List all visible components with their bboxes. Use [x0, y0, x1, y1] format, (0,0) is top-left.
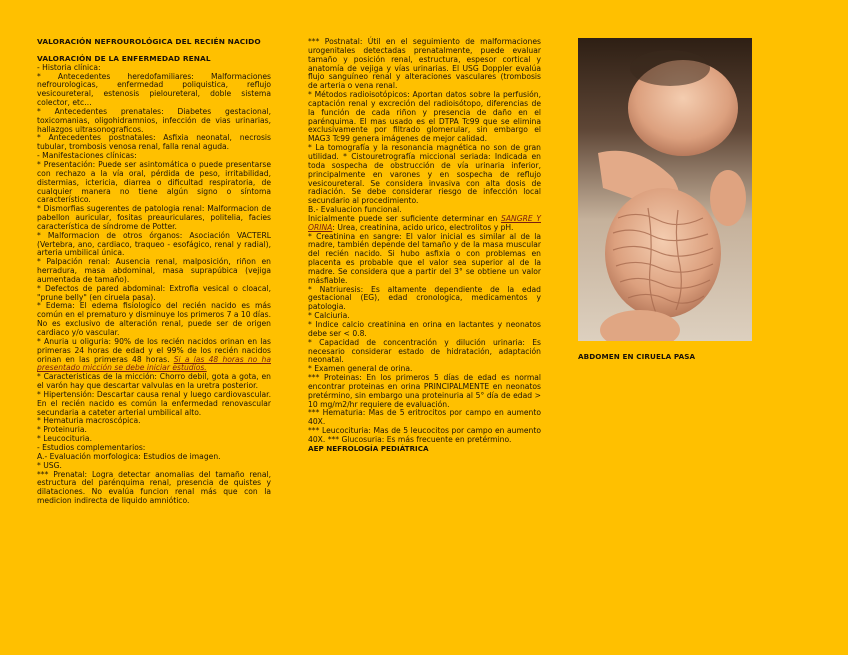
left-paragraph: * Caracteristicas de la micción: Chorro debil, gota a gota, en el varón hay que descartar valvulas en la uretra posterior. — [37, 372, 271, 391]
left-paragraph: A.- Evaluación morfologica: Estudios de imagen. — [37, 451, 221, 461]
left-paragraph: * Malformacion de otros órganos: Asociación VACTERL (Vertebra, ano, cardiaco, traqueo - esofágico, renal y radial), arteria umbilical única. — [37, 230, 271, 258]
newborn-prune-belly-photo — [578, 38, 752, 341]
middle-paragraphs-after — [308, 233, 541, 445]
middle-paragraph: *** Postnatal: Útil en el seguimiento de malformaciones urogenitales detectadas prenatalmente, puede evaluar tamaño y posición renal, estructura, espesor cortical y anatomía de vejiga y vías urinarias. El USG Doppler evalúa flujo sanguíneo renal y alteraciones vasculares (trombosis de arteria o vena renal. — [308, 37, 541, 91]
middle-paragraph: * Calciuria. — [308, 311, 350, 321]
left-paragraphs-after — [37, 373, 271, 506]
left-paragraph: * Hipertensión: Descartar causa renal y luego cardiovascular. En el recién nacido es común la enfermedad renovascular secundaria a cateter arterial umbilical alto. — [37, 389, 271, 417]
left-paragraph: * Palpación renal: Ausencia renal, malposición, riñon en herradura, masa abdominal, masa suprapúbica (vejiga aumentada de tamaño). — [37, 257, 271, 284]
left-paragraph: - Historia clínica: — [37, 62, 101, 72]
anuria-text: * Anuria u oliguria: 90% de los recién nacidos orinan en las primeras 24 horas de edad y el 99% de los recién nacidos orinan en las primeras 48 horas. — [37, 336, 271, 364]
left-paragraph: - Manifestaciones clínicas: — [37, 151, 137, 161]
inicial-prefix: Inicialmente puede ser suficiente determinar en — [308, 213, 498, 223]
inicial-paragraph — [308, 215, 541, 233]
middle-paragraph: * Examen general de orina. — [308, 364, 413, 374]
sangre-orina-emphasis: SANGRE Y ORINA — [308, 213, 541, 232]
left-paragraph: * Antecedentes heredofamiliares: Malformaciones nefrourologicas, enfermedad poliquistica, reflujo vesicoureteral, estenosis pieloureteral, doble sistema colector, etc… — [37, 71, 271, 108]
anuria-emphasis: Si a las 48 horas no ha presentado micción se debe iniciar estudios. — [37, 354, 271, 373]
middle-column — [308, 38, 541, 454]
middle-paragraph: * Métodos radioisotópicos: Aportan datos sobre la perfusión, captación renal y excreción del radioisótopo, diferencias de la función de cada riñon y presencia de daño en el parénquima. El mas usado es el DTPA Tc99 que se elimina exclusivamente por filtrado glomerular, sin embargo el MAG3 Tc99 genera imágenes de mejor calidad. — [308, 90, 541, 144]
inicial-suffix: : Urea, creatinina, acido urico, electrolitos y pH. — [332, 222, 514, 232]
document-title: VALORACIÓN NEFROUROLÓGICA DEL RECIÉN NACIDO — [37, 37, 261, 46]
middle-paragraph: *** Leucocituria: Mas de 5 leucocitos por campo en aumento 40X. *** Glucosuria: Es más frecuente en pretérmino. — [308, 426, 541, 444]
left-paragraph: * Defectos de pared abdominal: Extrofia vesical o cloacal, "prune belly" (en ciruela pasa). — [37, 283, 271, 302]
photo-caption: ABDOMEN EN CIRUELA PASA — [578, 352, 696, 361]
left-paragraph: * Antecedentes prenatales: Diabetes gestacional, toxicomanias, oligohidramnios, infección de vias urinarias, hallazgos ultrasonograficos. — [37, 106, 271, 134]
left-paragraph: * Presentación: Puede ser asintomática o puede presentarse con rechazo a la vía oral, pérdida de peso, irritabilidad, distermias, ictericia, diarrea o dificultad respiratoria, de cualquier manera no tiene algún signo o síntoma característico. — [37, 159, 271, 205]
left-paragraph: * Edema: El edema fisiologico del recién nacido es más común en el prematuro y disminuye los primeros 7 a 10 días. No es exclusivo de alteración renal, puede ser de origen cardiaco y/o vascular. — [37, 301, 271, 337]
left-column — [37, 38, 271, 506]
left-paragraph: * Antecedentes postnatales: Asfixia neonatal, necrosis tubular, trombosis venosa renal, falla renal aguda. — [37, 133, 271, 152]
middle-paragraph: * Indice calcio creatinina en orina en lactantes y neonatos debe ser < 0.8. — [308, 320, 541, 338]
left-paragraph: *** Prenatal: Logra detectar anomalias del tamaño renal, estructura del parénquima renal, presencia de quistes y dilataciones. No evalúa funcion renal más que con la medicion indirecta de liquido amniótico. — [37, 469, 271, 506]
middle-paragraph: B.- Evaluacion funcional. — [308, 205, 402, 215]
middle-paragraph: * Capacidad de concentración y dilución urinaria: Es necesario considerar estado de hidratación, adaptación neonatal. — [308, 337, 541, 365]
middle-paragraph: * Creatinina en sangre: El valor inicial es similar al de la madre, también depende del tamaño y de la masa muscular del recién nacido. Si hubo asfixia o con problemas en placenta es probable que el valor sea superior al de la madre. Se considera que a partir del 3° se obtiene un valor másfiable. — [308, 231, 541, 285]
left-paragraphs — [37, 64, 271, 338]
middle-paragraph: * La tomografía y la resonancia magnética no son de gran utilidad. * Cistouretrografía miccional seriada: Indicada en toda sospecha de obstrucción de vía urinaria inferior, principalmente en varones y en sospecha de reflujo vesicoureteral. Se considera invasiva con alta dosis de radiación. Se debe considerar riesgo de infección local secundario al procedimiento. — [308, 143, 541, 206]
middle-paragraphs — [308, 38, 541, 215]
section-title: VALORACIÓN DE LA ENFERMEDAD RENAL — [37, 53, 211, 63]
left-paragraph: * Leucocituria. — [37, 434, 92, 444]
baby-illustration — [578, 38, 752, 341]
middle-paragraph: *** Proteinas: En los primeros 5 días de edad es normal encontrar proteinas en orina PRINCIPALMENTE en neonatos pretérmino, sin embargo una proteinuria al 5° día de edad > 10 mg/m2/hr requiere de evaluación. — [308, 373, 541, 409]
left-paragraph: * Proteinuria. — [37, 425, 87, 435]
middle-paragraph: *** Hematuria: Mas de 5 eritrocitos por campo en aumento 40X. — [308, 408, 541, 427]
middle-paragraph: * Natriuresis: Es altamente dependiente de la edad gestacional (EG), edad cronologica, medicamentos y patologia. — [308, 284, 541, 312]
left-paragraph: * Hematuria macroscópica. — [37, 416, 141, 426]
left-paragraph: * Dismorfias sugerentes de patologia renal: Malformacion de pabellon auricular, fositas preauriculares, politelia, facies característica de síndrome de Potter. — [37, 204, 271, 231]
footer-source: AEP NEFROLOGÍA PEDIÁTRICA — [308, 443, 429, 453]
anuria-paragraph — [37, 338, 271, 373]
left-paragraph: - Estudios complementarios: — [37, 442, 146, 452]
left-paragraph: * USG. — [37, 460, 62, 470]
